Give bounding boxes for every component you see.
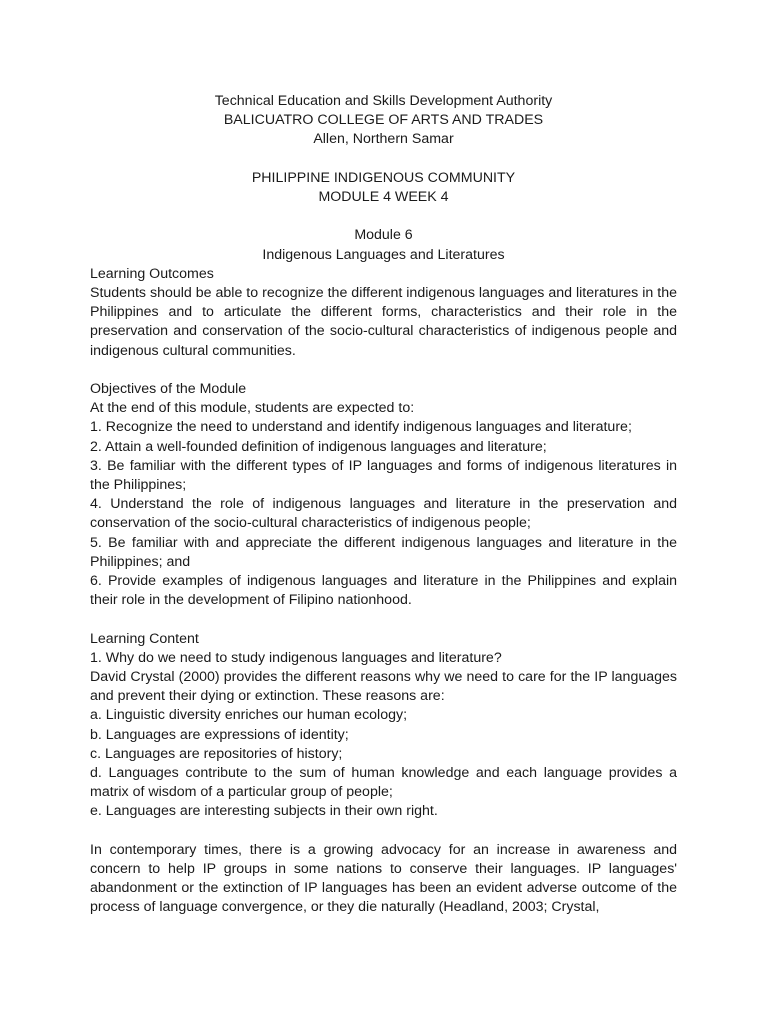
module-week-line: MODULE 4 WEEK 4	[318, 189, 449, 205]
objectives-intro: At the end of this module, students are expected to:	[90, 400, 415, 417]
document-page	[90, 92, 677, 918]
authority-line: Technical Education and Skills Development Authority	[214, 93, 553, 109]
reason-item: a. Linguistic diversity enriches our human ecology;	[90, 707, 408, 724]
objective-item: 2. Attain a well-founded definition of indigenous languages and literature;	[90, 438, 547, 455]
learning-content-heading: Learning Content	[90, 630, 199, 647]
location-line: Allen, Northern Samar	[313, 131, 454, 148]
reason-item: b. Languages are expressions of identity;	[90, 726, 349, 743]
reason-item: d. Languages contribute to the sum of human knowledge and each language provides a matrix of wisdom of a particular group of people;	[90, 765, 677, 801]
reason-item: c. Languages are repositories of history;	[90, 745, 343, 762]
course-line: PHILIPPINE INDIGENOUS COMMUNITY	[251, 169, 516, 186]
objectives-heading: Objectives of the Module	[90, 381, 247, 397]
learning-outcomes-heading: Learning Outcomes	[90, 265, 214, 282]
objective-item: 4. Understand the role of indigenous languages and literature in the preservation and conservation of the socio-cultural characteristics of indigenous people;	[90, 496, 677, 532]
objective-item: 1. Recognize the need to understand and identify indigenous languages and literature;	[90, 419, 632, 436]
learning-outcomes-text: Students should be able to recognize the different indigenous languages and literatures in the Philippines and to articulate the different forms, characteristics and their role in the preservation and conservation of the socio-cultural characteristics of indigenous people and indigenous cultural communities.	[90, 285, 677, 359]
contemporary-paragraph: In contemporary times, there is a growing advocacy for an increase in awareness and concern to help IP groups in some nations to conserve their languages. IP languages' abandonment or the extinction of IP languages has been an evident adverse outcome of the process of language convergence, or they die naturally (Headland, 2003; Crystal,	[90, 841, 677, 916]
objective-item: 3. Be familiar with the different types of IP languages and forms of indigenous literatures in the Philippines;	[90, 457, 677, 494]
learning-content-intro: David Crystal (2000) provides the different reasons why we need to care for the IP languages and prevent their dying or extinction. These reasons are:	[90, 669, 677, 705]
module-number: Module 6	[354, 227, 413, 244]
objective-item: 6. Provide examples of indigenous languages and literature in the Philippines and explain their role in the development of Filipino nationhood.	[90, 573, 677, 609]
objective-item: 5. Be familiar with and appreciate the different indigenous languages and literature in the Philippines; and	[90, 534, 677, 570]
college-line: BALICUATRO COLLEGE OF ARTS AND TRADES	[223, 112, 544, 129]
learning-content-question: 1. Why do we need to study indigenous languages and literature?	[90, 649, 502, 666]
reason-item: e. Languages are interesting subjects in their own right.	[90, 803, 438, 820]
module-title: Indigenous Languages and Literatures	[262, 246, 505, 263]
